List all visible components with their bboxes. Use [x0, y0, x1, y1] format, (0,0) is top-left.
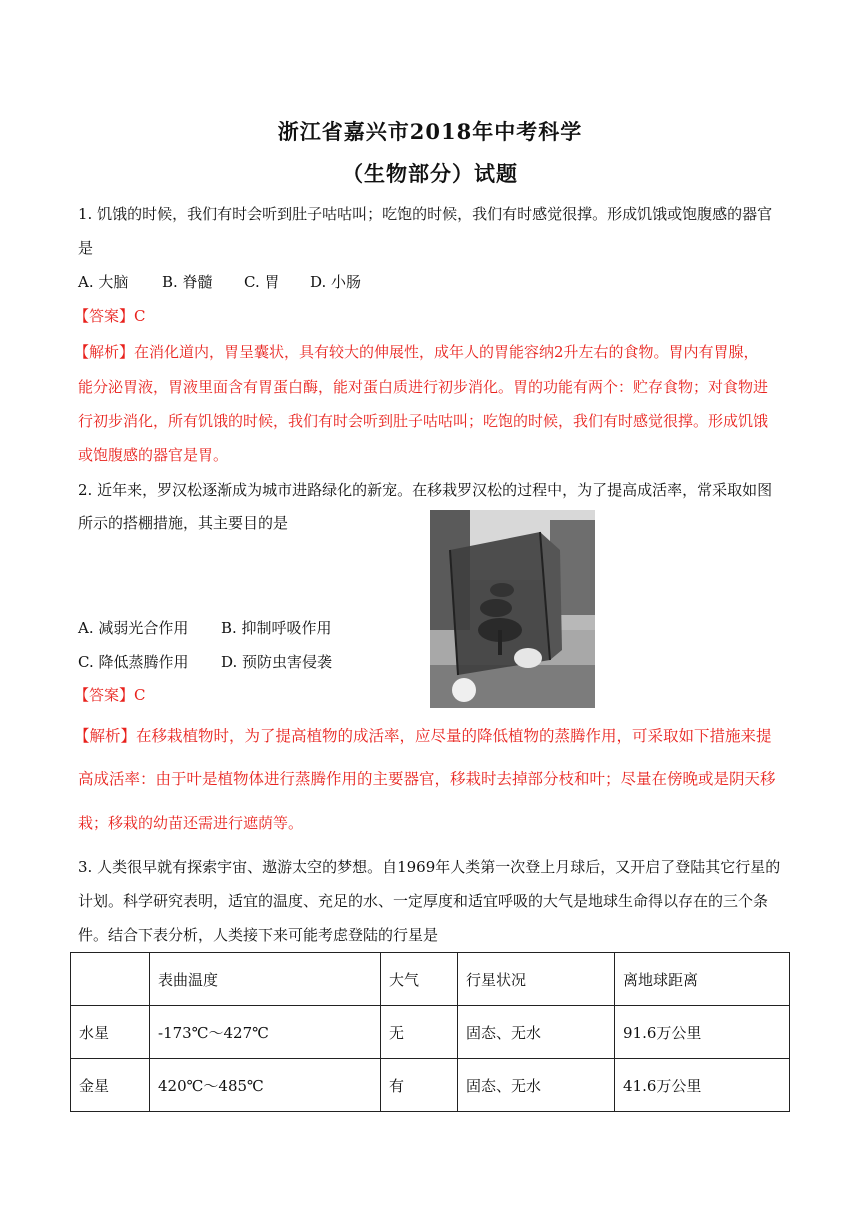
q1-option-b: B. 脊髓: [162, 273, 213, 291]
table-cell: 水星: [71, 1006, 150, 1059]
shade-shelter-photo: [430, 510, 595, 708]
table-cell: -173℃～427℃: [150, 1006, 381, 1059]
table-cell: 91.6万公里: [615, 1006, 790, 1059]
q1-option-d: D. 小肠: [310, 273, 362, 291]
q1-analysis-line-1: 【解析】在消化道内，胃呈囊状，具有较大的伸展性，成年人的胃能容纳2升左右的食物。胃内有胃腺，: [74, 343, 759, 361]
q2-stem-line-1: 2. 近年来，罗汉松逐渐成为城市进路绿化的新宠。在移栽罗汉松的过程中，为了提高成活率，常采取如图: [78, 481, 773, 499]
q2-analysis-line-2: 高成活率：由于叶是植物体进行蒸腾作用的主要器官，移栽时去掉部分枝和叶；尽量在傍晚或是阴天移: [78, 770, 776, 788]
q1-option-c: C. 胃: [244, 273, 280, 291]
q2-option-b: B. 抑制呼吸作用: [221, 619, 332, 637]
table-cell: 有: [381, 1059, 458, 1112]
q2-stem-line-2: 所示的搭棚措施，其主要目的是: [78, 514, 289, 532]
q1-stem-line-1: 1. 饥饿的时候，我们有时会听到肚子咕咕叫；吃饱的时候，我们有时感觉很撑。形成饥饿或饱腹感的器官: [78, 205, 773, 223]
q1-option-a: A. 大脑: [78, 273, 129, 291]
table-cell: 无: [381, 1006, 458, 1059]
table-cell: 固态、无水: [458, 1006, 615, 1059]
table-row: [71, 1006, 790, 1059]
q1-analysis-line-4: 或饱腹感的器官是胃。: [78, 446, 229, 464]
q3-stem-line-3: 件。结合下表分析，人类接下来可能考虑登陆的行星是: [78, 926, 439, 944]
q2-option-d: D. 预防虫害侵袭: [221, 653, 333, 671]
q2-option-a: A. 减弱光合作用: [78, 619, 189, 637]
q3-stem-line-2: 计划。科学研究表明，适宜的温度、充足的水、一定厚度和适宜呼吸的大气是地球生命得以存在的三个条: [78, 892, 769, 910]
q3-stem-line-1: 3. 人类很早就有探索宇宙、遨游太空的梦想。自1969年人类第一次登上月球后，又开启了登陆其它行星的: [78, 858, 781, 876]
q1-analysis-line-3: 行初步消化，所有饥饿的时候，我们有时会听到肚子咕咕叫；吃饱的时候，我们有时感觉很撑。形成饥饿: [78, 412, 769, 430]
table-cell: 420℃～485℃: [150, 1059, 381, 1112]
q2-options-row-1: [78, 617, 332, 638]
q2-analysis-line-3: 栽；移栽的幼苗还需进行遮荫等。: [78, 814, 304, 832]
q2-analysis-line-1: 【解析】在移栽植物时，为了提高植物的成活率，应尽量的降低植物的蒸腾作用，可采取如下措施来提: [74, 727, 772, 745]
table-header-cell: 表曲温度: [150, 953, 381, 1006]
q2-answer: 【答案】C: [74, 686, 146, 704]
q1-stem-line-2: 是: [78, 239, 94, 257]
table-header-cell: 行星状况: [458, 953, 615, 1006]
q1-analysis-line-2: 能分泌胃液，胃液里面含有胃蛋白酶，能对蛋白质进行初步消化。胃的功能有两个：贮存食物；对食物进: [78, 378, 769, 396]
document-subtitle: （生物部分）试题: [342, 161, 518, 186]
q2-option-c: C. 降低蒸腾作用: [78, 653, 189, 671]
shade-shelter-illustration: [430, 510, 595, 708]
table-cell: 41.6万公里: [615, 1059, 790, 1112]
q1-answer: 【答案】C: [74, 307, 146, 325]
table-cell: 金星: [71, 1059, 150, 1112]
planet-table: [70, 952, 790, 1112]
table-cell: 固态、无水: [458, 1059, 615, 1112]
table-header-cell: 大气: [381, 953, 458, 1006]
table-row: [71, 1059, 790, 1112]
table-header-row: [71, 953, 790, 1006]
q2-options-row-2: [78, 651, 332, 672]
document-title: 浙江省嘉兴市2018年中考科学: [277, 119, 583, 144]
q1-options: [78, 271, 361, 292]
table-header-cell: [71, 953, 150, 1006]
table-header-cell: 离地球距离: [615, 953, 790, 1006]
